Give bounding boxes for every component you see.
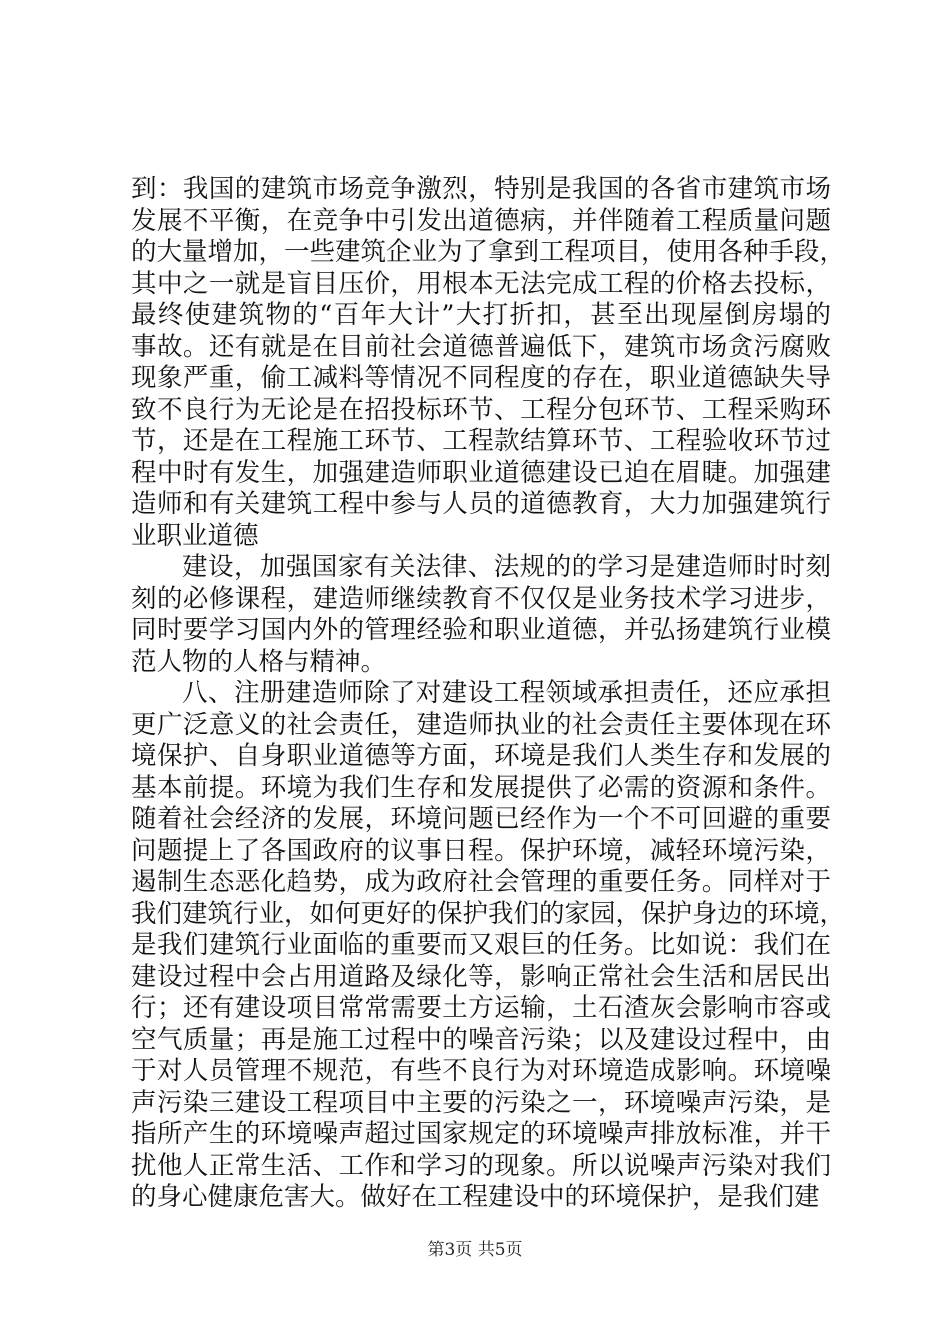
- text-line: 遏制生态恶化趋势，成为政府社会管理的重要任务。同样对于: [131, 867, 831, 897]
- text-line: 其中之一就是盲目压价，用根本无法完成工程的价格去投标，: [131, 268, 831, 299]
- text-line: 到：我国的建筑市场竞争激烈，特别是我国的各省市建筑市场: [131, 174, 831, 204]
- text-line: 造师和有关建筑工程中参与人员的道德教育，大力加强建筑行: [131, 489, 831, 519]
- text-line: 的大量增加，一些建筑企业为了拿到工程项目，使用各种手段，: [131, 237, 846, 267]
- text-line: 八、注册建造师除了对建设工程领域承担责任，还应承担: [182, 678, 831, 708]
- text-line: 扰他人正常生活、工作和学习的现象。所以说噪声污染对我们: [131, 1150, 831, 1181]
- text-line: 空气质量；再是施工过程中的噪音污染；以及建设过程中，由: [131, 1024, 831, 1055]
- text-line: 于对人员管理不规范，有些不良行为对环境造成影响。环境噪: [131, 1056, 831, 1086]
- text-line: 同时要学习国内外的管理经验和职业道德，并弘扬建筑行业模: [131, 615, 831, 645]
- text-line: 程中时有发生，加强建造师职业道德建设已迫在眉睫。加强建: [131, 457, 831, 488]
- text-line: 业职业道德: [131, 520, 259, 551]
- text-line: 随着社会经济的发展，环境问题已经作为一个不可回避的重要: [131, 804, 831, 834]
- page-footer: 第3页 共5页: [427, 1240, 523, 1260]
- document-body: [131, 174, 846, 1214]
- text-line: 范人物的人格与精神。: [131, 646, 387, 677]
- text-line: 节，还是在工程施工环节、工程款结算环节、工程验收环节过: [131, 426, 831, 456]
- text-line: 指所产生的环境噪声超过国家规定的环境噪声排放标准，并干: [131, 1119, 831, 1149]
- text-line: 最终使建筑物的“百年大计”大打折扣，甚至出现屋倒房塌的: [131, 300, 831, 330]
- text-line: 问题提上了各国政府的议事日程。保护环境，减轻环境污染，: [131, 835, 831, 866]
- text-line: 事故。还有就是在目前社会道德普遍低下，建筑市场贪污腐败: [131, 331, 831, 362]
- text-line: 的身心健康危害大。做好在工程建设中的环境保护，是我们建: [131, 1182, 820, 1212]
- text-line: 刻的必修课程，建造师继续教育不仅仅是业务技术学习进步，: [131, 583, 831, 614]
- text-line: 是我们建筑行业面临的重要而又艰巨的任务。比如说：我们在: [131, 930, 831, 960]
- text-line: 基本前提。环境为我们生存和发展提供了必需的资源和条件。: [131, 772, 831, 803]
- text-line: 我们建筑行业，如何更好的保护我们的家园，保护身边的环境，: [131, 898, 846, 929]
- paragraph: [131, 678, 846, 1214]
- text-line: 更广泛意义的社会责任，建造师执业的社会责任主要体现在环: [131, 709, 831, 740]
- text-line: 声污染三建设工程项目中主要的污染之一，环境噪声污染，是: [131, 1087, 831, 1118]
- text-line: 建设，加强国家有关法律、法规的的学习是建造师时时刻: [182, 552, 831, 582]
- text-line: 行；还有建设项目常常需要土方运输，土石渣灰会影响市容或: [131, 993, 831, 1023]
- paragraph: [131, 174, 846, 552]
- text-line: 建设过程中会占用道路及绿化等，影响正常社会生活和居民出: [131, 961, 831, 992]
- text-line: 致不良行为无论是在招投标环节、工程分包环节、工程采购环: [131, 394, 831, 425]
- text-line: 现象严重，偷工减料等情况不同程度的存在，职业道德缺失导: [131, 363, 831, 393]
- paragraph: [131, 552, 831, 678]
- text-line: 发展不平衡，在竞争中引发出道德病，并伴随着工程质量问题: [131, 205, 831, 236]
- text-line: 境保护、自身职业道德等方面，环境是我们人类生存和发展的: [131, 741, 831, 771]
